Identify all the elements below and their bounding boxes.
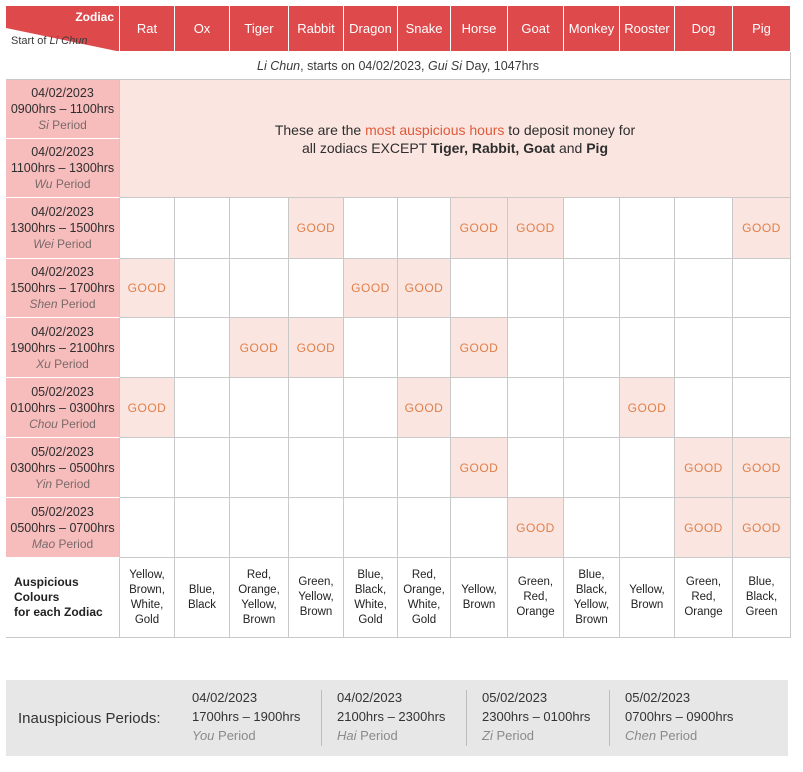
start-axis-label: Start of Li Chun	[11, 35, 88, 47]
zodiac-axis-label: Zodiac	[75, 10, 114, 24]
colour-cell-monkey: Blue, Black, Yellow, Brown	[564, 558, 620, 638]
empty-cell	[620, 498, 675, 558]
empty-cell	[675, 259, 733, 318]
good-cell: GOOD	[289, 318, 344, 378]
empty-cell	[398, 318, 451, 378]
good-cell: GOOD	[398, 259, 451, 318]
empty-cell	[508, 318, 564, 378]
empty-cell	[733, 259, 791, 318]
time-period-yin	[6, 438, 120, 498]
good-cell: GOOD	[120, 259, 175, 318]
period-name: Shen Period	[29, 297, 96, 311]
empty-cell	[733, 318, 791, 378]
colour-cell-tiger: Red, Orange, Yellow, Brown	[230, 558, 289, 638]
period-name: Yin Period	[34, 476, 91, 491]
colour-cell-ox: Blue, Black	[175, 558, 230, 638]
empty-cell	[230, 438, 289, 498]
good-cell: GOOD	[120, 378, 175, 438]
good-cell: GOOD	[733, 438, 791, 498]
empty-cell	[675, 198, 733, 259]
empty-cell	[120, 498, 175, 558]
empty-cell	[620, 198, 675, 259]
empty-cell	[120, 438, 175, 498]
empty-cell	[344, 318, 398, 378]
zodiac-header-tiger: Tiger	[230, 6, 289, 52]
period-name: Mao Period	[31, 536, 94, 551]
period-name: Xu Period	[36, 356, 89, 371]
period-name: Chou Period	[29, 416, 96, 431]
empty-cell	[175, 438, 230, 498]
good-cell: GOOD	[675, 498, 733, 558]
inauspicious-period-hai: 04/02/2023 2100hrs – 2300hrs Hai Period	[337, 690, 446, 743]
empty-cell	[620, 318, 675, 378]
good-cell: GOOD	[451, 198, 508, 259]
zodiac-header-rabbit: Rabbit	[289, 6, 344, 52]
empty-cell	[289, 259, 344, 318]
empty-cell	[675, 318, 733, 378]
empty-cell	[175, 318, 230, 378]
good-cell: GOOD	[508, 198, 564, 259]
inauspicious-periods-panel	[6, 680, 788, 756]
period-time: 0500hrs – 0700hrs	[10, 520, 115, 535]
period-name: Si Period	[38, 118, 87, 132]
zodiac-header-dog: Dog	[675, 6, 733, 52]
zodiac-header-ox: Ox	[175, 6, 230, 52]
colour-cell-dog: Green, Red, Orange	[675, 558, 733, 638]
zodiac-header-snake: Snake	[398, 6, 451, 52]
empty-cell	[398, 198, 451, 259]
period-date: 04/02/2023	[31, 324, 94, 339]
colour-cell-goat: Green, Red, Orange	[508, 558, 564, 638]
empty-cell	[564, 318, 620, 378]
colour-cell-horse: Yellow, Brown	[451, 558, 508, 638]
period-time: 0300hrs – 0500hrs	[10, 460, 115, 475]
good-cell: GOOD	[508, 498, 564, 558]
time-period-wei	[6, 198, 120, 259]
period-time: 1100hrs – 1300hrs	[10, 161, 115, 175]
good-cell: GOOD	[620, 378, 675, 438]
good-cell: GOOD	[398, 378, 451, 438]
zodiac-header-pig: Pig	[733, 6, 791, 52]
good-cell: GOOD	[675, 438, 733, 498]
good-cell: GOOD	[230, 318, 289, 378]
empty-cell	[733, 378, 791, 438]
colour-cell-pig: Blue, Black, Green	[733, 558, 791, 638]
auspicious-hours-table	[6, 6, 791, 638]
auspicious-colours-label: Auspicious Colours for each Zodiac	[6, 558, 120, 638]
good-cell: GOOD	[289, 198, 344, 259]
good-cell: GOOD	[733, 498, 791, 558]
colour-cell-snake: Red, Orange, White, Gold	[398, 558, 451, 638]
colour-cell-rabbit: Green, Yellow, Brown	[289, 558, 344, 638]
empty-cell	[175, 498, 230, 558]
empty-cell	[451, 259, 508, 318]
empty-cell	[451, 498, 508, 558]
zodiac-header-horse: Horse	[451, 6, 508, 52]
empty-cell	[398, 498, 451, 558]
empty-cell	[175, 259, 230, 318]
inauspicious-label: Inauspicious Periods:	[18, 709, 161, 727]
period-time: 0900hrs – 1100hrs	[10, 102, 115, 116]
period-date: 04/02/2023	[31, 205, 94, 219]
empty-cell	[120, 318, 175, 378]
empty-cell	[564, 198, 620, 259]
zodiac-header-goat: Goat	[508, 6, 564, 52]
empty-cell	[289, 378, 344, 438]
good-cell: GOOD	[451, 438, 508, 498]
colour-cell-dragon: Blue, Black, White, Gold	[344, 558, 398, 638]
good-cell: GOOD	[733, 198, 791, 259]
inauspicious-period-zi: 05/02/2023 2300hrs – 0100hrs Zi Period	[482, 690, 591, 743]
empty-cell	[289, 498, 344, 558]
empty-cell	[175, 198, 230, 259]
colour-cell-rooster: Yellow, Brown	[620, 558, 675, 638]
time-period-shen	[6, 259, 120, 318]
period-date: 05/02/2023	[31, 384, 94, 399]
empty-cell	[289, 438, 344, 498]
empty-cell	[344, 498, 398, 558]
empty-cell	[344, 378, 398, 438]
period-date: 04/02/2023	[31, 145, 94, 159]
inauspicious-divider	[466, 690, 467, 746]
period-name: Wu Period	[34, 177, 91, 191]
colour-cell-rat: Yellow, Brown, White, Gold	[120, 558, 175, 638]
empty-cell	[508, 378, 564, 438]
empty-cell	[230, 198, 289, 259]
empty-cell	[675, 378, 733, 438]
period-date: 05/02/2023	[31, 444, 94, 459]
empty-cell	[564, 438, 620, 498]
inauspicious-period-you: 04/02/2023 1700hrs – 1900hrs You Period	[192, 690, 301, 743]
empty-cell	[508, 438, 564, 498]
li-chun-banner: Li Chun, starts on 04/02/2023, Gui Si Day, 1047hrs	[6, 52, 791, 80]
empty-cell	[398, 438, 451, 498]
empty-cell	[344, 198, 398, 259]
inauspicious-divider	[321, 690, 322, 746]
empty-cell	[230, 378, 289, 438]
period-name: Wei Period	[33, 237, 92, 251]
empty-cell	[451, 378, 508, 438]
period-date: 04/02/2023	[31, 86, 94, 100]
table-corner-header	[6, 6, 120, 52]
empty-cell	[620, 259, 675, 318]
inauspicious-divider	[609, 690, 610, 746]
inauspicious-period-chen: 05/02/2023 0700hrs – 0900hrs Chen Period	[625, 690, 734, 743]
good-cell: GOOD	[344, 259, 398, 318]
empty-cell	[508, 259, 564, 318]
period-time: 0100hrs – 0300hrs	[10, 400, 115, 415]
good-cell: GOOD	[451, 318, 508, 378]
time-period-xu	[6, 318, 120, 378]
time-period-si	[6, 80, 120, 139]
period-time: 1300hrs – 1500hrs	[10, 221, 115, 235]
time-period-wu	[6, 139, 120, 198]
time-period-mao	[6, 498, 120, 558]
empty-cell	[230, 498, 289, 558]
empty-cell	[344, 438, 398, 498]
zodiac-header-monkey: Monkey	[564, 6, 620, 52]
zodiac-header-rooster: Rooster	[620, 6, 675, 52]
period-time: 1900hrs – 2100hrs	[10, 340, 115, 355]
empty-cell	[120, 198, 175, 259]
empty-cell	[620, 438, 675, 498]
time-period-chou	[6, 378, 120, 438]
period-date: 04/02/2023	[31, 265, 94, 279]
period-date: 05/02/2023	[31, 504, 94, 519]
empty-cell	[230, 259, 289, 318]
zodiac-header-rat: Rat	[120, 6, 175, 52]
empty-cell	[175, 378, 230, 438]
period-time: 1500hrs – 1700hrs	[10, 281, 115, 295]
general-auspicious-note: These are the most auspicious hours to deposit money for all zodiacs EXCEPT Tiger, Rabbit, Goat and Pig	[120, 80, 791, 198]
zodiac-header-dragon: Dragon	[344, 6, 398, 52]
empty-cell	[564, 259, 620, 318]
empty-cell	[564, 378, 620, 438]
empty-cell	[564, 498, 620, 558]
